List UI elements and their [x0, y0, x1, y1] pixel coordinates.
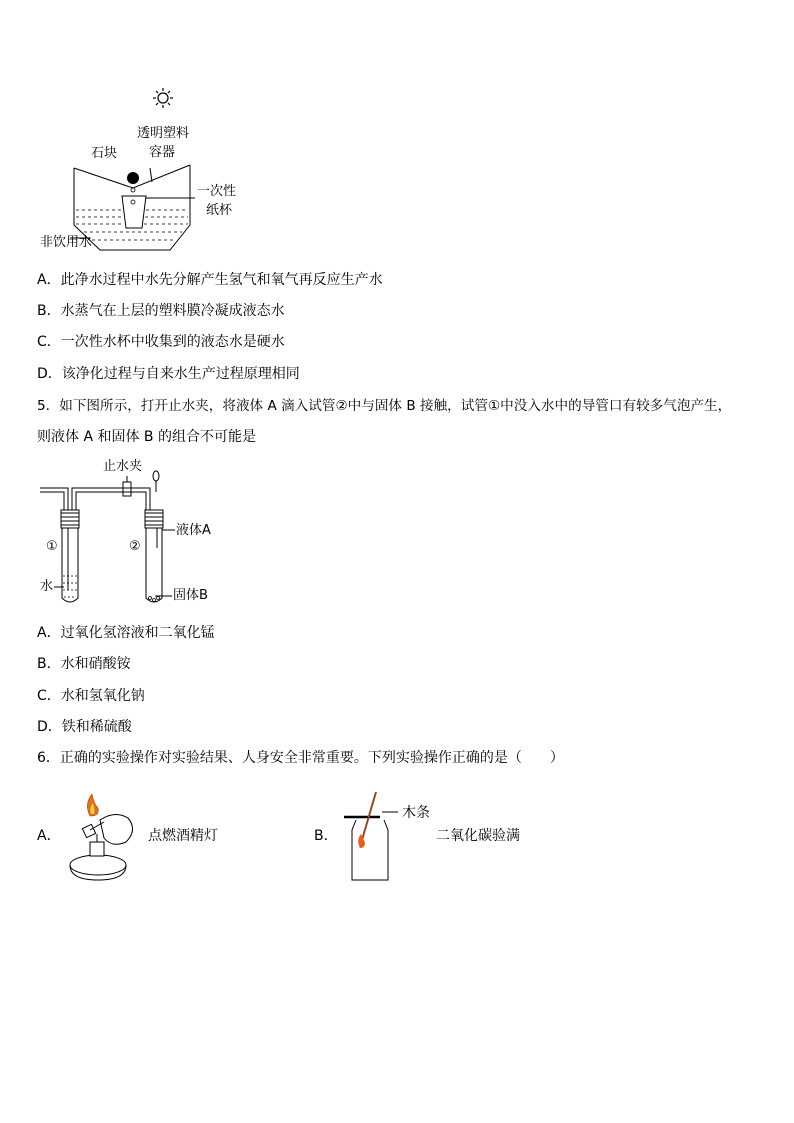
- q5-option-c: C．水和氢氧化钠: [37, 688, 145, 704]
- q6-option-b-text: 二氧化碳验满: [436, 828, 520, 844]
- label-clamp: 止水夹: [103, 459, 143, 474]
- q5-option-b: B．水和硝酸铵: [37, 656, 131, 672]
- label-tube-1: ①: [46, 539, 58, 554]
- q6-option-a-text: 点燃酒精灯: [148, 828, 218, 844]
- q6-stem: 6．正确的实验操作对实验结果、人身安全非常重要。下列实验操作正确的是（ ）: [37, 750, 564, 766]
- label-cup-2: 纸杯: [206, 203, 233, 218]
- q4-option-a: A．此净水过程中水先分解产生氢气和氧气再反应生产水: [37, 272, 383, 288]
- label-liquid-a: 液体A: [176, 523, 211, 538]
- label-solid-b: 固体B: [173, 588, 208, 603]
- label-container-2: 容器: [149, 145, 176, 160]
- label-water: 水: [40, 579, 54, 594]
- label-container-1: 透明塑料: [137, 126, 190, 141]
- q6-option-a-letter: A．: [37, 828, 61, 844]
- alcohol-lamp-drawing: [60, 790, 150, 885]
- gas-bottle-drawing: [340, 790, 400, 885]
- q5-stem-1: 5．如下图所示，打开止水夹，将液体 A 滴入试管②中与固体 B 接触，试管①中没入水中的导管口有较多气泡产生，: [37, 398, 732, 414]
- q4-option-c: C．一次性水杯中收集到的液态水是硬水: [37, 334, 285, 350]
- q4-option-b: B．水蒸气在上层的塑料膜冷凝成液态水: [37, 303, 285, 319]
- label-cup-1: 一次性: [197, 184, 237, 199]
- q6-option-b-letter: B．: [314, 828, 338, 844]
- q5-stem-2: 则液体 A 和固体 B 的组合不可能是: [37, 429, 256, 445]
- q4-option-d: D．该净化过程与自来水生产过程原理相同: [37, 366, 300, 382]
- label-stone: 石块: [91, 146, 118, 161]
- q5-option-a: A．过氧化氢溶液和二氧化锰: [37, 625, 215, 641]
- q5-option-d: D．铁和稀硫酸: [37, 719, 132, 735]
- label-wood-stick: 木条: [402, 805, 430, 821]
- label-tube-2: ②: [129, 539, 141, 554]
- label-nondrinking-water: 非饮用水: [40, 235, 93, 250]
